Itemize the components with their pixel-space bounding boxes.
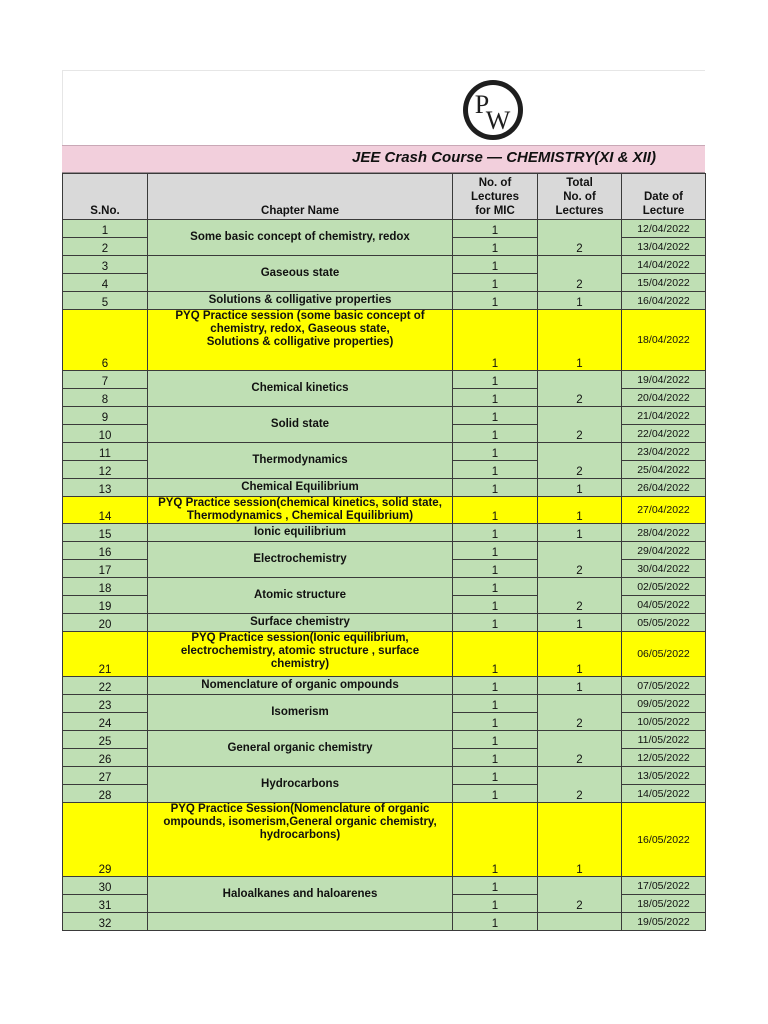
chapter-name-cell bbox=[148, 371, 453, 407]
mic-lectures-cell: 1 bbox=[453, 497, 538, 524]
date-cell: 16/04/2022 bbox=[622, 292, 706, 310]
total-lectures-cell: 2 bbox=[538, 371, 622, 407]
table-row bbox=[63, 292, 706, 310]
date-cell: 28/04/2022 bbox=[622, 524, 706, 542]
date-cell: 15/04/2022 bbox=[622, 274, 706, 292]
total-lectures-cell: 2 bbox=[538, 695, 622, 731]
spreadsheet bbox=[62, 70, 705, 931]
date-cell: 09/05/2022 bbox=[622, 695, 706, 713]
mic-lectures-cell: 1 bbox=[453, 256, 538, 274]
chapter-name-line: PYQ Practice session(Ionic equilibrium, bbox=[191, 632, 409, 644]
sno-cell: 29 bbox=[63, 803, 148, 877]
table-row bbox=[63, 310, 706, 371]
sno-cell: 15 bbox=[63, 524, 148, 542]
chapter-name-line: PYQ Practice Session(Nomenclature of organic bbox=[170, 803, 430, 815]
header-total: Total No. of Lectures bbox=[538, 174, 622, 220]
total-lectures-cell: 1 bbox=[538, 524, 622, 542]
chapter-name-line: Solid state bbox=[270, 418, 330, 430]
date-cell: 04/05/2022 bbox=[622, 596, 706, 614]
sno-cell: 25 bbox=[63, 731, 148, 749]
sno-cell: 22 bbox=[63, 677, 148, 695]
mic-lectures-cell: 1 bbox=[453, 731, 538, 749]
date-cell: 20/04/2022 bbox=[622, 389, 706, 407]
date-cell: 12/04/2022 bbox=[622, 220, 706, 238]
total-lectures-cell: 1 bbox=[538, 292, 622, 310]
total-lectures-cell: 2 bbox=[538, 542, 622, 578]
chapter-name-line: PYQ Practice session(chemical kinetics, solid state, bbox=[158, 497, 442, 509]
sno-cell: 19 bbox=[63, 596, 148, 614]
total-lectures-cell: 1 bbox=[538, 677, 622, 695]
chapter-name-line: Thermodynamics bbox=[252, 454, 348, 466]
total-lectures-cell: 1 bbox=[538, 310, 622, 371]
table-row bbox=[63, 731, 706, 749]
sno-cell: 28 bbox=[63, 785, 148, 803]
mic-lectures-cell: 1 bbox=[453, 895, 538, 913]
date-cell: 18/04/2022 bbox=[622, 310, 706, 371]
date-cell: 27/04/2022 bbox=[622, 497, 706, 524]
table-body bbox=[63, 220, 706, 931]
sno-cell: 8 bbox=[63, 389, 148, 407]
page-title: JEE Crash Course — CHEMISTRY(XI & XII) bbox=[352, 149, 656, 166]
mic-lectures-cell: 1 bbox=[453, 443, 538, 461]
table-row bbox=[63, 767, 706, 785]
chapter-name-cell bbox=[148, 731, 453, 767]
total-lectures-cell: 2 bbox=[538, 407, 622, 443]
chapter-name-line: Solutions & colligative properties bbox=[208, 294, 392, 306]
chapter-name-cell bbox=[148, 913, 453, 931]
mic-lectures-cell: 1 bbox=[453, 695, 538, 713]
chapter-name-line: PYQ Practice session (some basic concept of bbox=[175, 310, 425, 322]
chapter-name-line: Hydrocarbons bbox=[261, 778, 339, 790]
chapter-name-line: Isomerism bbox=[271, 706, 329, 718]
total-lectures-cell: 2 bbox=[538, 220, 622, 256]
chapter-name-cell bbox=[148, 292, 453, 310]
mic-lectures-cell: 1 bbox=[453, 877, 538, 895]
date-cell: 14/04/2022 bbox=[622, 256, 706, 274]
mic-lectures-cell: 1 bbox=[453, 425, 538, 443]
header-date: Date of Lecture bbox=[622, 174, 706, 220]
sno-cell: 10 bbox=[63, 425, 148, 443]
sno-cell: 26 bbox=[63, 749, 148, 767]
chapter-name-cell bbox=[148, 578, 453, 614]
table-row bbox=[63, 220, 706, 238]
mic-lectures-cell: 1 bbox=[453, 524, 538, 542]
mic-lectures-cell: 1 bbox=[453, 310, 538, 371]
sno-cell: 31 bbox=[63, 895, 148, 913]
total-lectures-cell: 1 bbox=[538, 803, 622, 877]
mic-lectures-cell: 1 bbox=[453, 713, 538, 731]
chapter-name-cell bbox=[148, 479, 453, 497]
mic-lectures-cell: 1 bbox=[453, 578, 538, 596]
chapter-name-line: Haloalkanes and haloarenes bbox=[222, 888, 378, 900]
chapter-name-cell bbox=[148, 310, 453, 371]
date-cell: 11/05/2022 bbox=[622, 731, 706, 749]
table-row bbox=[63, 256, 706, 274]
date-cell: 10/05/2022 bbox=[622, 713, 706, 731]
chapter-name-line: General organic chemistry bbox=[227, 742, 373, 754]
chapter-name-line: chemistry, redox, Gaseous state, bbox=[210, 323, 390, 335]
table-row bbox=[63, 407, 706, 425]
sno-cell: 14 bbox=[63, 497, 148, 524]
date-cell: 22/04/2022 bbox=[622, 425, 706, 443]
table-row bbox=[63, 578, 706, 596]
mic-lectures-cell: 1 bbox=[453, 767, 538, 785]
total-lectures-cell: 1 bbox=[538, 497, 622, 524]
chapter-name-line: Nomenclature of organic ompounds bbox=[201, 679, 399, 691]
chapter-name-cell bbox=[148, 220, 453, 256]
mic-lectures-cell: 1 bbox=[453, 274, 538, 292]
sno-cell: 3 bbox=[63, 256, 148, 274]
table-row bbox=[63, 695, 706, 713]
logo-letter-w: W bbox=[485, 106, 511, 135]
header-mic: No. of Lectures for MIC bbox=[453, 174, 538, 220]
date-cell: 05/05/2022 bbox=[622, 614, 706, 632]
table-row bbox=[63, 614, 706, 632]
total-lectures-cell: 2 bbox=[538, 767, 622, 803]
sno-cell: 6 bbox=[63, 310, 148, 371]
table-row bbox=[63, 877, 706, 895]
chapter-name-line: Atomic structure bbox=[253, 589, 347, 601]
date-cell: 14/05/2022 bbox=[622, 785, 706, 803]
total-lectures-cell: 1 bbox=[538, 632, 622, 677]
date-cell: 16/05/2022 bbox=[622, 803, 706, 877]
table-row bbox=[63, 371, 706, 389]
mic-lectures-cell: 1 bbox=[453, 407, 538, 425]
date-cell: 12/05/2022 bbox=[622, 749, 706, 767]
chapter-name-cell bbox=[148, 542, 453, 578]
date-cell: 18/05/2022 bbox=[622, 895, 706, 913]
chapter-name-cell bbox=[148, 877, 453, 913]
date-cell: 02/05/2022 bbox=[622, 578, 706, 596]
table-row bbox=[63, 913, 706, 931]
pw-logo bbox=[462, 79, 524, 141]
sno-cell: 7 bbox=[63, 371, 148, 389]
chapter-name-line: Surface chemistry bbox=[250, 616, 350, 628]
sno-cell: 1 bbox=[63, 220, 148, 238]
date-cell: 21/04/2022 bbox=[622, 407, 706, 425]
mic-lectures-cell: 1 bbox=[453, 461, 538, 479]
table-row bbox=[63, 524, 706, 542]
sno-cell: 32 bbox=[63, 913, 148, 931]
date-cell: 19/05/2022 bbox=[622, 913, 706, 931]
chapter-name-cell bbox=[148, 803, 453, 877]
table-row bbox=[63, 443, 706, 461]
total-lectures-cell: 2 bbox=[538, 443, 622, 479]
mic-lectures-cell: 1 bbox=[453, 785, 538, 803]
sno-cell: 21 bbox=[63, 632, 148, 677]
chapter-name-line: hydrocarbons) bbox=[259, 829, 341, 841]
chapter-name-cell bbox=[148, 256, 453, 292]
mic-lectures-cell: 1 bbox=[453, 292, 538, 310]
mic-lectures-cell: 1 bbox=[453, 749, 538, 767]
date-cell: 23/04/2022 bbox=[622, 443, 706, 461]
header-sno: S.No. bbox=[63, 174, 148, 220]
date-cell: 17/05/2022 bbox=[622, 877, 706, 895]
chapter-name-line: Thermodynamics , Chemical Equilibrium) bbox=[186, 510, 414, 522]
mic-lectures-cell: 1 bbox=[453, 632, 538, 677]
date-cell: 25/04/2022 bbox=[622, 461, 706, 479]
sno-cell: 12 bbox=[63, 461, 148, 479]
table-row bbox=[63, 803, 706, 877]
table-row bbox=[63, 677, 706, 695]
chapter-name-cell bbox=[148, 497, 453, 524]
date-cell: 30/04/2022 bbox=[622, 560, 706, 578]
mic-lectures-cell: 1 bbox=[453, 803, 538, 877]
chapter-name-line: electrochemistry, atomic structure , surface bbox=[180, 645, 420, 657]
chapter-name-line: Solutions & colligative properties) bbox=[206, 336, 394, 348]
mic-lectures-cell: 1 bbox=[453, 479, 538, 497]
mic-lectures-cell: 1 bbox=[453, 220, 538, 238]
header-chapter: Chapter Name bbox=[148, 174, 453, 220]
sno-cell: 20 bbox=[63, 614, 148, 632]
mic-lectures-cell: 1 bbox=[453, 389, 538, 407]
mic-lectures-cell: 1 bbox=[453, 371, 538, 389]
chapter-name-line: chemistry) bbox=[270, 658, 330, 670]
sno-cell: 23 bbox=[63, 695, 148, 713]
sno-cell: 5 bbox=[63, 292, 148, 310]
chapter-name-line: Gaseous state bbox=[260, 267, 340, 279]
table-row bbox=[63, 497, 706, 524]
chapter-name-line: Chemical kinetics bbox=[251, 382, 349, 394]
total-lectures-cell: 1 bbox=[538, 614, 622, 632]
chapter-name-cell bbox=[148, 767, 453, 803]
mic-lectures-cell: 1 bbox=[453, 677, 538, 695]
table-row bbox=[63, 479, 706, 497]
mic-lectures-cell: 1 bbox=[453, 238, 538, 256]
sno-cell: 30 bbox=[63, 877, 148, 895]
chapter-name-cell bbox=[148, 632, 453, 677]
date-cell: 06/05/2022 bbox=[622, 632, 706, 677]
sno-cell: 27 bbox=[63, 767, 148, 785]
date-cell: 19/04/2022 bbox=[622, 371, 706, 389]
chapter-name-cell bbox=[148, 677, 453, 695]
mic-lectures-cell: 1 bbox=[453, 542, 538, 560]
table-row bbox=[63, 632, 706, 677]
chapter-name-line: Some basic concept of chemistry, redox bbox=[190, 231, 410, 243]
chapter-name-cell bbox=[148, 407, 453, 443]
date-cell: 26/04/2022 bbox=[622, 479, 706, 497]
chapter-name-cell bbox=[148, 695, 453, 731]
table-row bbox=[63, 542, 706, 560]
logo-letter-p: P bbox=[474, 90, 490, 119]
mic-lectures-cell: 1 bbox=[453, 560, 538, 578]
sno-cell: 13 bbox=[63, 479, 148, 497]
mic-lectures-cell: 1 bbox=[453, 596, 538, 614]
total-lectures-cell: 1 bbox=[538, 479, 622, 497]
sno-cell: 11 bbox=[63, 443, 148, 461]
sno-cell: 24 bbox=[63, 713, 148, 731]
sno-cell: 17 bbox=[63, 560, 148, 578]
chapter-name-cell bbox=[148, 443, 453, 479]
chapter-name-line: Chemical Equilibrium bbox=[241, 481, 359, 493]
total-lectures-cell: 2 bbox=[538, 877, 622, 913]
date-cell: 07/05/2022 bbox=[622, 677, 706, 695]
header-row bbox=[63, 174, 706, 220]
sno-cell: 2 bbox=[63, 238, 148, 256]
date-cell: 29/04/2022 bbox=[622, 542, 706, 560]
chapter-name-line: Electrochemistry bbox=[253, 553, 347, 565]
chapter-name-line: Ionic equilibrium bbox=[253, 526, 346, 538]
total-lectures-cell: 2 bbox=[538, 256, 622, 292]
date-cell: 13/05/2022 bbox=[622, 767, 706, 785]
sno-cell: 9 bbox=[63, 407, 148, 425]
chapter-name-cell bbox=[148, 524, 453, 542]
total-lectures-cell: 2 bbox=[538, 578, 622, 614]
mic-lectures-cell: 1 bbox=[453, 913, 538, 931]
total-lectures-cell bbox=[538, 913, 622, 931]
total-lectures-cell: 2 bbox=[538, 731, 622, 767]
sno-cell: 16 bbox=[63, 542, 148, 560]
chapter-name-cell bbox=[148, 614, 453, 632]
mic-lectures-cell: 1 bbox=[453, 614, 538, 632]
lecture-schedule-table bbox=[62, 173, 706, 931]
sno-cell: 18 bbox=[63, 578, 148, 596]
title-bar bbox=[62, 145, 705, 173]
logo-area bbox=[62, 70, 705, 145]
chapter-name-line: ompounds, isomerism,General organic chemistry, bbox=[163, 816, 437, 828]
date-cell: 13/04/2022 bbox=[622, 238, 706, 256]
sno-cell: 4 bbox=[63, 274, 148, 292]
